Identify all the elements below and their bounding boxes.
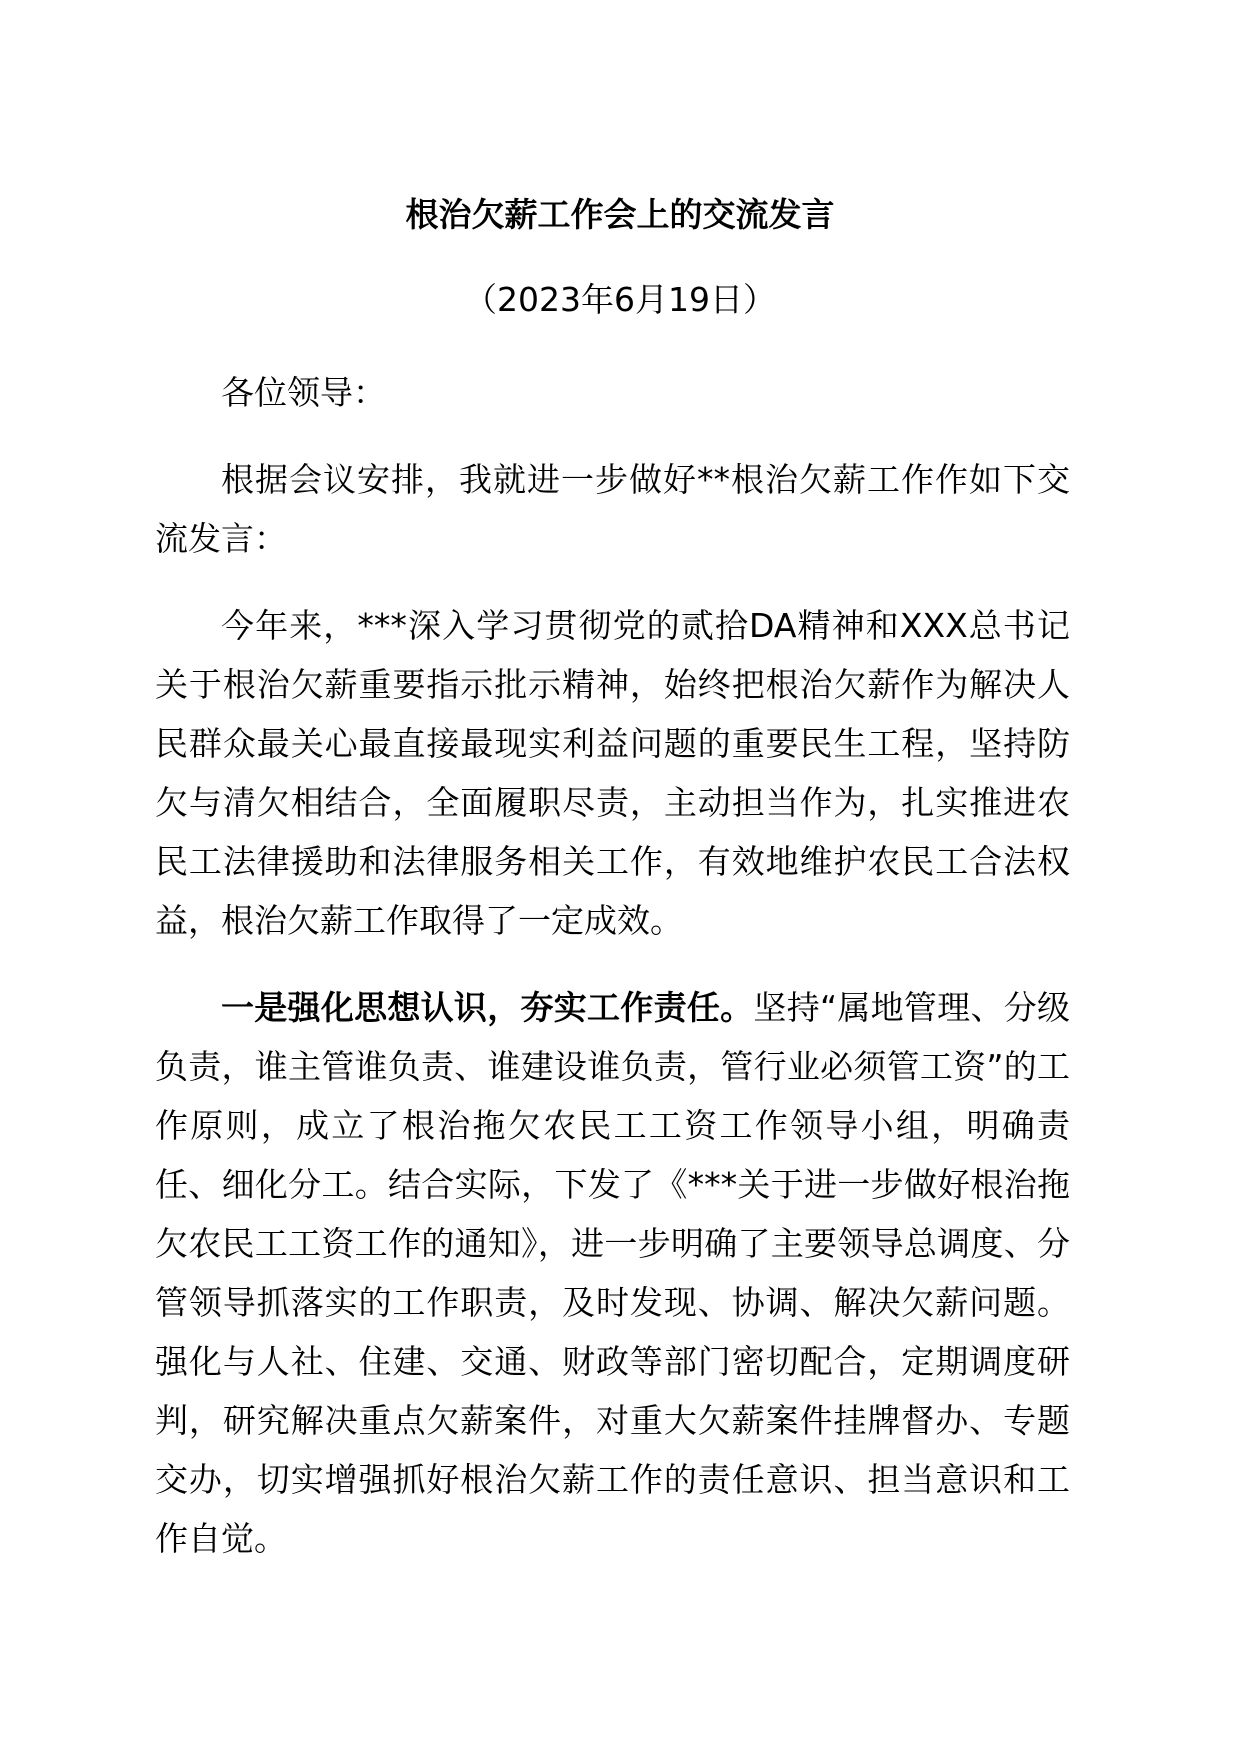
section-1-text: 坚持“属地管理、分级负责，谁主管谁负责、谁建设谁负责，管行业必须管工资”的工作原则，成立了根治拖欠农民工工资工作领导小组，明确责任、细化分工。结合实际，下发了《***关于进一步做好根治拖欠农民工工资工作的通知》，进一步明确了主要领导总调度、分管领导抓落实的工作职责，及时发现、协调、解决欠薪问题。强化与人社、住建、交通、财政等部门密切配合，定期调度研判，研究解决重点欠薪案件，对重大欠薪案件挂牌督办、专题交办，切实增强抓好根治欠薪工作的责任意识、担当意识和工作自觉。 — [155, 988, 1070, 1558]
document-date: （2023年6月19日） — [464, 280, 776, 319]
document-body — [155, 363, 1070, 1596]
section-1-heading: 一是强化思想认识，夯实工作责任。 — [221, 988, 754, 1027]
overview-paragraph: 今年来，***深入学习贯彻党的贰拾DA精神和XXX总书记关于根治欠薪重要指示批示精神，始终把根治欠薪作为解决人民群众最关心最直接最现实利益问题的重要民生工程，坚持防欠与清欠相结合，全面履职尽责，主动担当作为，扎实推进农民工法律援助和法律服务相关工作，有效地维护农民工合法权益，根治欠薪工作取得了一定成效。 — [155, 606, 1070, 940]
document-title: 根治欠薪工作会上的交流发言 — [405, 195, 835, 234]
salutation: 各位领导： — [221, 373, 386, 412]
section-1-paragraph — [155, 978, 1070, 1568]
intro-paragraph: 根据会议安排，我就进一步做好**根治欠薪工作作如下交流发言： — [155, 460, 1070, 558]
